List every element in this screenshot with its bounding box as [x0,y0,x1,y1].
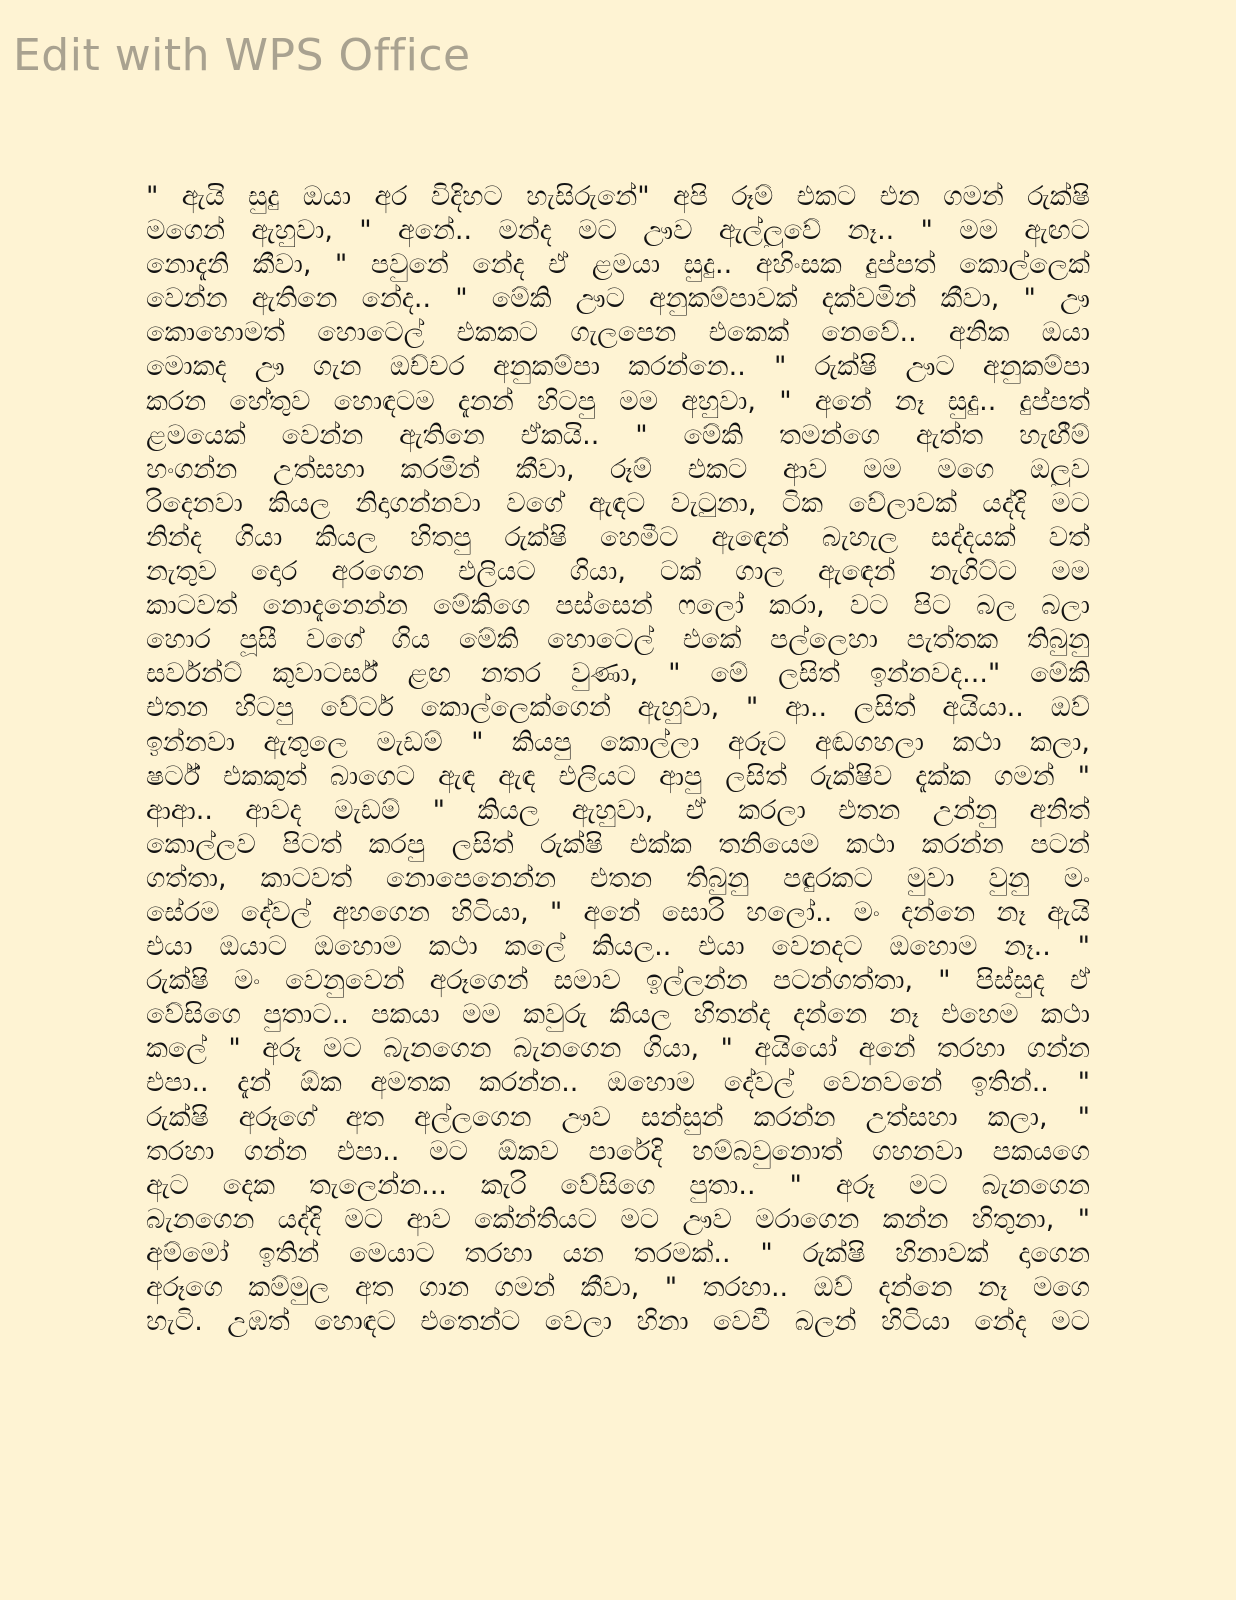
text-line: කලේ " අරූ මට බැනගෙන බැනගෙන ගියා, " අයියෝ අනේ තරහා ගන්න [146,1033,1090,1065]
text-line: ෂර්ට් එකකුත් බාගෙට ඇඳ ඇඳ එලියට ආපු ලසිත් රුක්ෂිව දැක්ක ගමන් " [146,760,1090,792]
text-line: සේරම දේවල් අහගෙන හිටියා, " අනේ සොරි හලෝ.. මං දන්නෙ නෑ ඇයි [146,896,1090,928]
text-line: ආආ.. ආවද මැඩම් " කියල ඇහුවා, ඒ කරලා එතන උන්නු අනිත් [146,794,1090,826]
text-line: ගත්තා, කාටවත් නොපෙනෙන්න එතන තිබුනු පඳුරකට මුවා වුනු මං [146,862,1090,894]
text-line: එතන හිටපු වේටර් කොල්ලෙක්ගෙන් ඇහුවා, " ආ.. ලසිත් අයියා.. ඔව් [146,692,1090,724]
text-line: හංගන්න උත්සහා කරමින් කීවා, රූම් එකට ආව මම මගෙ ඔලුව [146,453,1090,485]
text-line: කොහොමත් හොටෙල් එකකට ගැලපෙන එකෙක් නෙවේ.. අනික ඔයා [146,317,1090,349]
text-line: මගෙන් ඇහුවා, " අනේ.. මන්ද මට ඌව ඇල්ලුවේ නෑ.. " මම ඇඟට [146,215,1090,247]
text-line: තරහා ගන්න එපා.. මට ඕකව පාරේදි හම්බවුනොත් ගහනවා පකයගෙ [146,1135,1090,1167]
text-line: නැතුව දොර අරගෙන එලියට ගියා, ටක් ගාල ඇඳෙන් නැගිට්ට මම [146,556,1090,588]
text-line: " ඇයි සුදු ඔයා අර විදිහට හැසිරුනේ" අපි රූම් එකට එන ගමන් රුක්ෂි [146,181,1090,212]
text-line: එපා.. දැන් ඕක අමතක කරන්න.. ඔහොම දේවල් වෙනවනේ ඉතින්.. " [146,1067,1090,1099]
text-line: හැටි. උඹත් හොඳට එතෙන්ට වෙලා හිනා වෙවී බලන් හිටියා නේද මට [146,1306,1090,1338]
text-line: රුක්ෂි අරූගේ අත අල්ලගෙන ඌව සන්සුන් කරන්න උත්සහා කලා, " [146,1101,1090,1133]
text-line: නොදැනි කීවා, " පවුනේ නේද ඒ ළමයා සුදු.. අහිංසක දුප්පත් කොල්ලෙක් [146,249,1090,281]
document-body [146,180,1090,1339]
text-line: බැනගෙන යද්දි මට ආව කේන්තියට මට ඌව මරාගෙන කන්න හිතුනා, " [146,1203,1090,1235]
text-line: අරූගෙ කම්මුල අත ගාන ගමන් කීවා, " තරහා.. ඔව් දන්නෙ නෑ මගෙ [146,1272,1090,1303]
text-line: රිදෙනවා කියල නිදාගන්නවා වගේ ඇඳට වැටුනා, ටික වේලාවක් යද්දි මට [146,487,1090,519]
text-line: හොර පූසී වගේ ගිය මේකි හොටෙල් එකේ පල්ලෙහා පැත්තක තිබුනු [146,624,1090,656]
text-line: නින්ද ගියා කියල හිතපු රුක්ෂි හෙමීට ඇඳෙන් බැහැල සද්දයක් වත් [146,521,1090,553]
text-line: මොකද ඌ ගැන ඔච්චර අනුකම්පා කරන්නෙ.. " රුක්ෂි ඌට අනුකම්පා [146,351,1090,383]
text-line: රුක්ෂි මං වෙනුවෙන් අරූගෙන් සමාව ඉල්ලන්න පටන්ගත්තා, " පිස්සුද ඒ [146,965,1090,997]
text-line: ඉන්නවා ඇතුලෙ මැඩම් " කියපු කොල්ලා අරූට අඬගහලා කථා කලා, [146,726,1090,758]
text-line: වෙන්න ඇතිනෙ නේද.. " මේකි ඌට අනුකම්පාවක් දක්වමින් කීවා, " ඌ [146,283,1090,315]
text-line: සර්වන්ට් කුවාටර්ස් ළඟ නතර වුණා, " මේ ලසිත් ඉන්නවද..." මේකි [146,658,1090,690]
text-line: කොල්ලව පිටත් කරපු ලසිත් රුක්ෂි එක්ක තනියෙම කථා කරන්න පටන් [146,828,1090,860]
text-line: ඇට දෙක තැලෙන්න... කැරි වේසිගෙ පුතා.. " අරූ මට බැනගෙන [146,1169,1090,1201]
text-line: අම්මෝ ඉතින් මෙයාට තරහා යන තරමක්.. " රුක්ෂි හිනාවක් දාගෙන [146,1237,1090,1269]
wps-office-watermark: Edit with WPS Office [13,30,471,81]
text-line: ළමයෙක් වෙන්න ඇතිනෙ ඒකයි.. " මේකි තමන්ගෙ ඇත්ත හැඟීම් [146,419,1090,451]
text-line: කරන හේතුව හොඳටම දැනන් හිටපු මම අහුවා, " අනේ නෑ සුදු.. දුප්පත් [146,385,1090,417]
text-line: වේසිගෙ පුතාට.. පකයා මම කවුරු කියල හිතන්ද දන්නෙ නෑ එහෙම කථා [146,999,1090,1031]
text-line: කාටවත් නොදැනෙන්න මේකිගෙ පස්සෙන් ෆලෝ කරා, වට පිට බල බලා [146,590,1090,622]
text-line: එයා ඔයාට ඔහොම කථා කලේ කියල.. එයා වෙනදට ඔහොම නෑ.. " [146,931,1090,963]
